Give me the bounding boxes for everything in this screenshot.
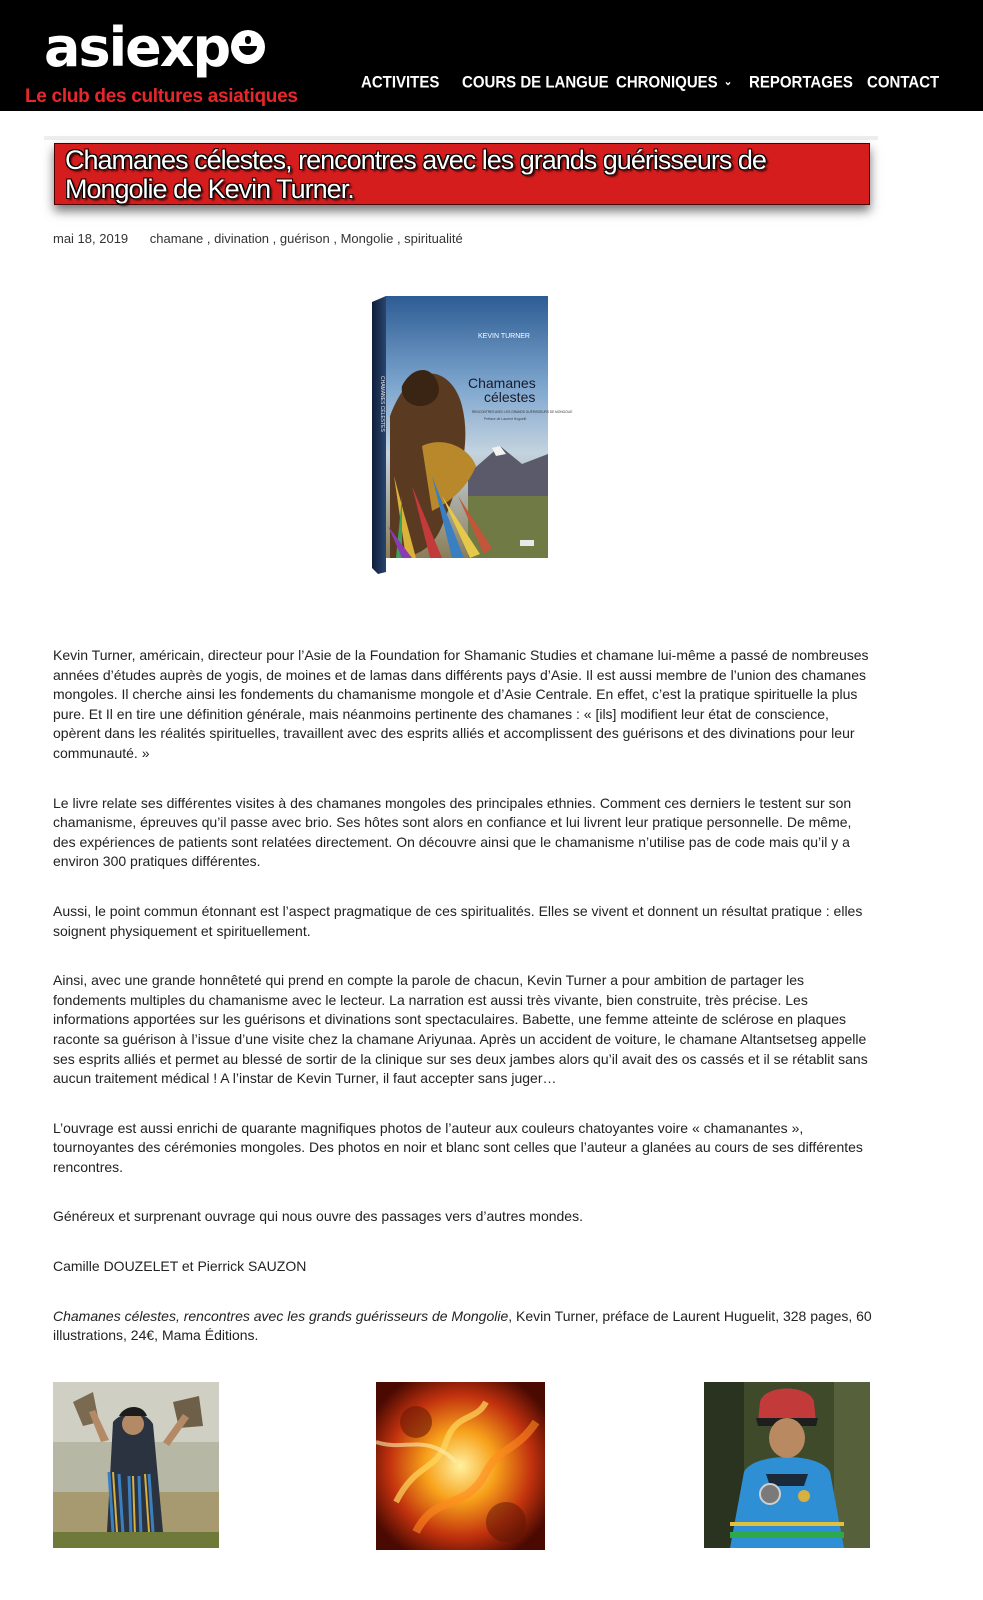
site-logo[interactable] xyxy=(44,16,265,80)
shaman-portrait-photo[interactable] xyxy=(704,1382,870,1553)
article-paragraph: Le livre relate ses différentes visites à des chamanes mongoles des principales ethnies. Comment ces derniers le testent sur son chamanisme, épreuves qu’il passe avec brio. Ses hôtes sont alors en confiance et lui livrent leur pratique personnelle. De même, des expériences de patients sont relatées directement. On découvre ainsi que le chamanisme n’utilise pas de code mais qu’il y a environ 300 pratiques différentes. xyxy=(53,794,852,870)
article-meta xyxy=(53,231,463,246)
article-paragraph: Généreux et surprenant ouvrage qui nous ouvre des passages vers d’autres mondes. xyxy=(53,1208,583,1225)
nav-activites[interactable]: ACTIVITES xyxy=(361,73,440,92)
book-cover-graphic xyxy=(372,296,573,574)
nav-chroniques[interactable] xyxy=(616,73,732,91)
nav-chroniques-label: CHRONIQUES xyxy=(616,73,718,92)
article-title: Chamanes célestes, rencontres avec les grands guérisseurs de Mongolie de Kevin Turner. xyxy=(65,145,766,204)
book-spine-title: CHAMANES CÉLESTES xyxy=(379,376,385,432)
book-preface: Préface de Laurent Huguelit xyxy=(484,417,527,421)
book-reference-details: , Kevin Turner, préface de Laurent Huguelit, 328 pages, 60 illustrations, 24€, Mama Éditions. xyxy=(53,1307,872,1344)
book-cover-image xyxy=(372,296,573,574)
fire-ritual-graphic xyxy=(376,1382,545,1550)
logo-text: asiexp xyxy=(44,16,230,79)
smiley-logo-icon xyxy=(231,30,265,64)
shaman-ceremony-photo[interactable] xyxy=(53,1382,219,1553)
article-title-box xyxy=(54,143,870,205)
article-paragraph: L’ouvrage est aussi enrichi de quarante magnifiques photos de l’auteur aux couleurs chatoyantes voire « chamanantes », tournoyantes des cérémonies mongoles. Des photos en noir et blanc sont celles que l’auteur a glanées au cours de ses différentes rencontres. xyxy=(53,1119,863,1175)
book-reference-title: Chamanes célestes, rencontres avec les grands guérisseurs de Mongolie xyxy=(53,1307,509,1324)
site-tagline: Le club des cultures asiatiques xyxy=(25,86,298,107)
book-title-line1: Chamanes xyxy=(468,375,536,391)
book-title-line2: célestes xyxy=(484,389,536,405)
shaman-ceremony-graphic xyxy=(53,1382,219,1548)
title-divider xyxy=(44,136,878,140)
article-signature: Camille DOUZELET et Pierrick SAUZON xyxy=(53,1258,307,1275)
site-header xyxy=(0,0,983,111)
article-body xyxy=(53,646,873,1376)
article-tags[interactable]: chamane , divination , guérison , Mongolie , spiritualité xyxy=(149,231,463,246)
book-author: KEVIN TURNER xyxy=(478,333,530,340)
article-paragraph: Aussi, le point commun étonnant est l’aspect pragmatique de ces spiritualités. Elles se vivent et donnent un résultat pratique : elles soignent physiquement et spirituellement. xyxy=(53,902,863,939)
chevron-down-icon: ⌄ xyxy=(723,76,733,89)
fire-ritual-photo[interactable] xyxy=(376,1382,545,1555)
shaman-portrait-graphic xyxy=(704,1382,870,1548)
article-paragraph: Ainsi, avec une grande honnêteté qui prend en compte la parole de chacun, Kevin Turner a pour ambition de partager les fondements multiples du chamanisme avec le lecteur. La narration est aussi très vivante, bien construite, très précise. Les informations apportées sur les guérisons et divinations sont spectaculaires. Babette, une femme atteinte de sclérose en plaques raconte sa guérison à l’issue d’une visite chez la chamane Ariyunaa. Après un accident de voiture, le chamane Altantsetseg appelle ses esprits alliés et permet au blessé de sortir de la clinique sur ses deux jambes alors qu’il avait des os cassés et il se rétablit sans aucun traitement médical ! A l’instar de Kevin Turner, il faut accepter sans juger… xyxy=(53,972,868,1087)
nav-contact[interactable]: CONTACT xyxy=(867,73,940,92)
book-reference xyxy=(53,1307,873,1346)
article-paragraph: Kevin Turner, américain, directeur pour l’Asie de la Foundation for Shamanic Studies et chamane lui-même a passé de nombreuses années d’études auprès de yogis, de moines et de lamas dans différents pays d’Asie. Il est aussi membre de l’union des chamanes mongoles. Il cherche ainsi les fondements du chamanisme mongole et d’Asie Centrale. En effet, c’est la pratique spirituelle la plus pure. Et Il en tire une définition générale, mais néanmoins pertinente des chamanes : « [ils] modifient leur état de conscience, opèrent dans les réalités spirituelles, travaillent avec des esprits alliés et accomplissent des guérisons et des divinations pour leur communauté. » xyxy=(53,647,869,761)
nav-cours-de-langue[interactable]: COURS DE LANGUE xyxy=(462,73,609,92)
nav-reportages[interactable]: REPORTAGES xyxy=(749,73,853,92)
book-subtitle: RENCONTRES AVEC LES GRANDS GUÉRISSEURS DE MONGOLIE xyxy=(472,410,573,414)
article-date: mai 18, 2019 xyxy=(53,231,129,246)
